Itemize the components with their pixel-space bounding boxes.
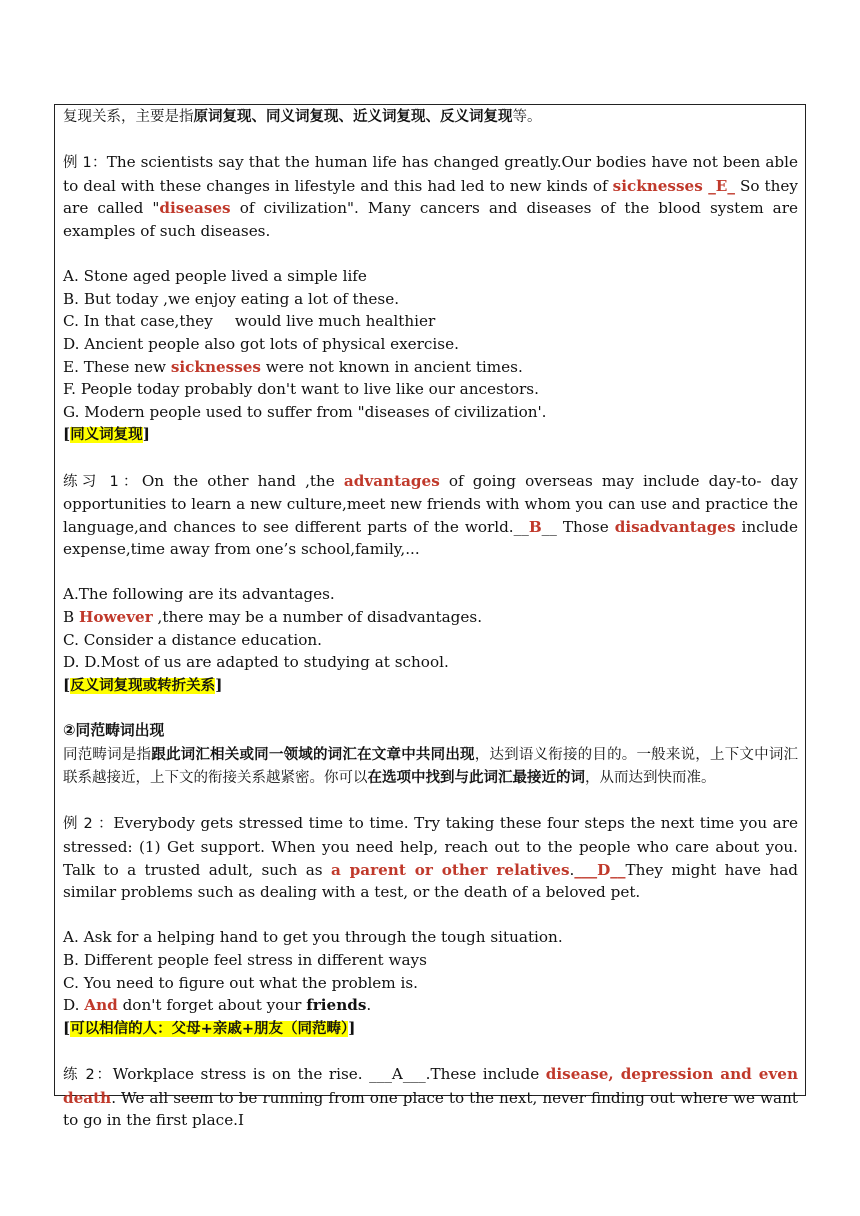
ex2-option-d-end: . [366, 996, 372, 1015]
ex1-option-f: F. People today probably don't want to live like our ancestors. [63, 380, 539, 399]
example-2-red: a parent or other relatives [330, 860, 570, 879]
ex2-option-c: C. You need to figure out what the problem is. [63, 973, 419, 992]
practice-1-label: 练习 1： [63, 473, 142, 490]
practice-1-red-2: disadvantages [614, 517, 736, 536]
pr1-option-b-head: B [63, 608, 79, 627]
example-2-dot: . [569, 860, 575, 879]
ex2-tag-text: 可以相信的人：父母+亲戚+朋友（同范畴） [70, 1020, 349, 1037]
pr1-tag-close: ] [215, 675, 223, 694]
intro-paragraph [63, 105, 798, 129]
section-2-text: 同范畴词是指 [63, 746, 152, 763]
practice-1-text-3: __ Those [541, 517, 615, 536]
pr1-option-b-red: However [79, 608, 153, 627]
example-2-text: Everybody gets stressed time to time. Try taking these four steps the next time you are stressed: (1) Get support. When you need help, reach out to the people who care about you. Talk to a trusted adult, such as [63, 814, 798, 879]
practice-1-answer: B [528, 517, 542, 536]
ex1-option-b: B. But today ,we enjoy eating a lot of these. [63, 289, 400, 308]
pr1-option-b-tail: ,there may be a number of disadvantages. [152, 608, 483, 627]
pr1-tag [63, 674, 798, 698]
intro-end: 等。 [512, 109, 542, 125]
example-2-label: 例 2 ： [63, 816, 114, 833]
practice-1-text: On the other hand ,the [141, 471, 344, 490]
ex1-tag-close: ] [142, 425, 150, 444]
ex1-option-c [63, 310, 798, 333]
intro-text: 复现关系，主要是指 [63, 109, 194, 125]
ex2-option-d-red: And [84, 996, 118, 1015]
ex2-option-d-mid: don't forget about your [117, 996, 307, 1015]
example-2-paragraph [63, 812, 798, 903]
section-2-paragraph [63, 743, 798, 790]
ex1-option-c-head: C. In that case,they [63, 312, 213, 331]
intro-bold: 原词复现、同义词复现、近义词复现、反义词复现 [193, 109, 513, 125]
practice-1-text-4: include expense,time away from one’s school,family,... [63, 517, 798, 559]
practice-2-red: disease, depression and even death [63, 1064, 798, 1107]
example-1-text-2: So they are called " [63, 176, 798, 218]
practice-1-text-2: of going overseas may include day-to- day opportunities to learn a new culture,meet new friends with whom you can use and practice the language,and chances to see different parts of the world.__ [63, 471, 799, 536]
ex1-option-e [63, 356, 798, 379]
ex1-option-e-head: E. These new [63, 357, 171, 376]
pr1-tag-open: [ [63, 675, 71, 694]
ex2-option-b: B. Different people feel stress in different ways [63, 950, 427, 969]
document-frame [54, 104, 806, 1130]
ex1-tag-text: 同义词复现 [70, 427, 143, 444]
ex1-option-c-tail: would live much healthier [234, 312, 436, 331]
practice-1-paragraph [63, 470, 798, 561]
ex2-tag-close: ] [348, 1018, 356, 1037]
ex1-option-g: G. Modern people used to suffer from "diseases of civilization'. [63, 402, 547, 421]
example-2-answer: ___D__ [574, 860, 626, 879]
pr1-option-d: D. D.Most of us are adapted to studying at school. [63, 653, 449, 672]
ex1-option-e-red: sicknesses [170, 357, 261, 376]
pr1-option-b [63, 606, 798, 629]
ex1-option-a: A. Stone aged people lived a simple life [63, 267, 367, 286]
ex2-option-a: A. Ask for a helping hand to get you through the tough situation. [63, 928, 563, 947]
practice-2-paragraph [63, 1063, 798, 1132]
example-1-red-2: diseases [159, 199, 231, 218]
ex2-tag [63, 1017, 798, 1041]
practice-2-label: 练 2： [63, 1066, 113, 1083]
practice-1-red-1: advantages [343, 471, 440, 490]
ex1-tag [63, 423, 798, 447]
example-1-text: The scientists say that the human life has changed greatly.Our bodies have not been able to deal with these changes in lifestyle and this had led to new kinds of [63, 153, 798, 195]
example-1-paragraph [63, 151, 798, 242]
ex1-tag-open: [ [63, 425, 71, 444]
section-2-bold-1: 跟此词汇相关或同一领域的词汇在文章中共同出现 [151, 746, 475, 763]
pr1-option-c: C. Consider a distance education. [63, 630, 323, 649]
ex2-option-d-head: D. [63, 996, 85, 1015]
example-1-text-3: of civilization". Many cancers and diseases of the blood system are examples of such diseases. [63, 199, 798, 240]
section-2-title: ②同范畴词出现 [63, 722, 165, 740]
ex2-option-d [63, 994, 798, 1017]
example-1-red-1: sicknesses _E_ [612, 176, 735, 195]
section-2-text-2: ，达到语义衔接的目的。一般来说，上下文中词汇联系越接近，上下文的衔接关系越紧密。你可以 [63, 746, 799, 787]
section-2-text-3: ，从而达到快而准。 [585, 770, 716, 787]
practice-2-text-2: . We all seem to be running from one place to the next, never finding out where we want to go in the first place.I [63, 1088, 798, 1130]
ex2-tag-open: [ [63, 1018, 71, 1037]
section-2-bold-2: 在选项中找到与此词汇最接近的词 [367, 770, 585, 787]
practice-2-text: Workplace stress is on the rise. ___A___.These include [112, 1064, 546, 1083]
pr1-tag-text: 反义词复现或转折关系 [70, 677, 216, 694]
ex2-option-d-bold: friends [306, 996, 367, 1015]
example-1-label: 例 1： [63, 155, 107, 172]
ex1-option-e-tail: were not known in ancient times. [260, 357, 523, 376]
example-2-text-2: They might have had similar problems such as dealing with a test, or the death of a beloved pet. [63, 860, 798, 902]
pr1-option-a: A.The following are its advantages. [63, 585, 335, 604]
ex1-option-d: D. Ancient people also got lots of physical exercise. [63, 334, 459, 353]
